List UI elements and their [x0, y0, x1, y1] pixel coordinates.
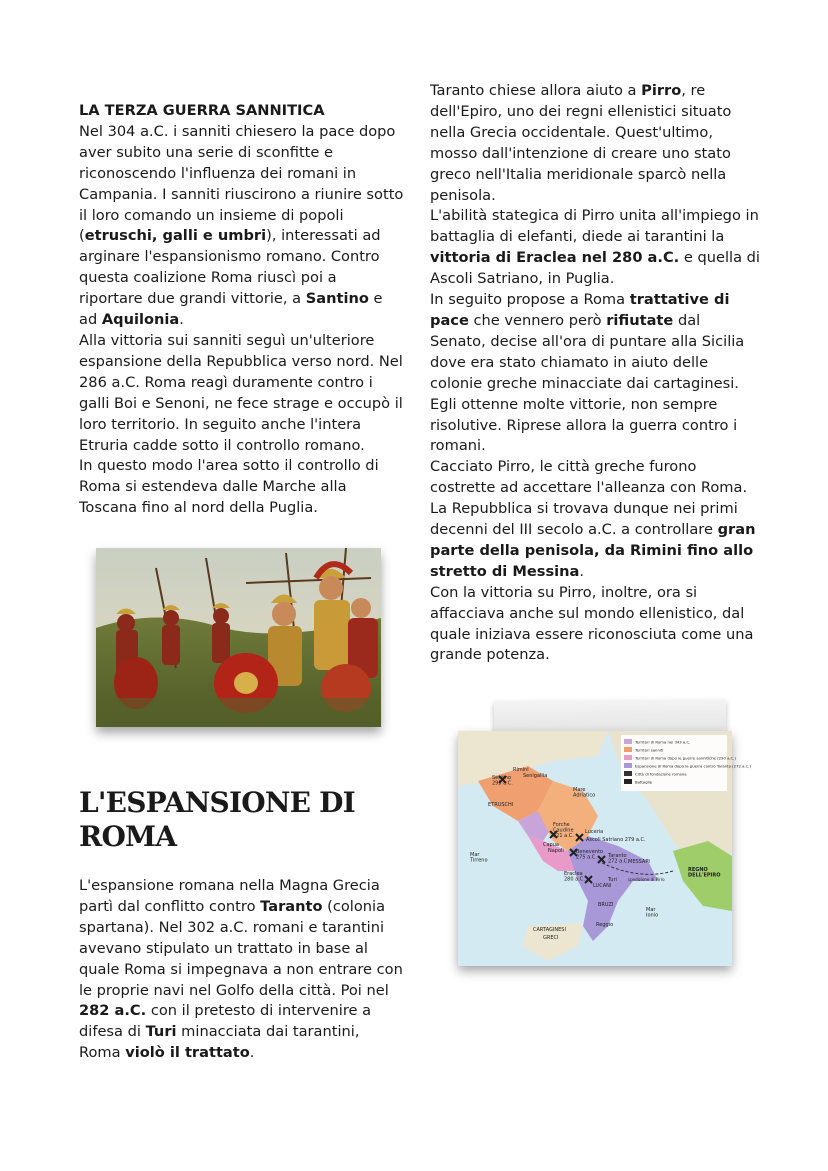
- map-label-cartaginesi: CARTAGINESI: [533, 927, 566, 933]
- map-label-spedizione: spedizione di Pirro: [628, 877, 665, 882]
- legend-label: Battaglie: [635, 779, 653, 785]
- map-label-eraclea: Eraclea 280 a.C.: [564, 871, 585, 883]
- map-label-sentinum: Sentino 295 a.C.: [492, 775, 513, 787]
- section-title-terza-guerra: LA TERZA GUERRA SANNITICA: [79, 102, 325, 119]
- right-paragraph-2: L'abilità stategica di Pirro unita all'impiego in battaglia di elefanti, diede ai tarantini la vittoria di Eraclea nel 280 a.C. e quella di Ascoli Satriano, in Puglia.: [430, 207, 760, 288]
- battle-painting-illustration: [96, 548, 381, 727]
- right-paragraph-3: In seguito propose a Roma trattative di pace che vennero però rifiutate dal Senato, decise all'ora di puntare alla Sicilia dove era stato chiamato in aiuto delle colonie greche minacciate dai cartaginesi. Egli ottenne molte vittorie, non sempre risolutive. Riprese allora la guerra contro i romani.: [430, 291, 745, 455]
- terza-guerra-section: [79, 101, 404, 519]
- map-label-lucani: LUCANI: [593, 883, 612, 889]
- map-label-bruzi: BRUZI: [598, 902, 614, 908]
- legend-label: Città di fondazione romana: [635, 771, 687, 777]
- legend-swatch: [624, 763, 632, 768]
- legend-swatch: [624, 755, 632, 760]
- map-label-caudine: Forche Caudine 321 a.C.: [553, 822, 574, 839]
- legend-swatch: [624, 739, 632, 744]
- legend-swatch: [624, 779, 632, 784]
- espansione-title: L'ESPANSIONE DI ROMA: [79, 786, 355, 853]
- legend-label: Territori sanniti: [635, 747, 664, 753]
- paragraph-3: In questo modo l'area sotto il controllo di Roma si estendeva dalle Marche alla Toscana fino al nord della Puglia.: [79, 457, 379, 517]
- italy-map-illustration: [458, 731, 751, 966]
- map-label-napoli: Napoli: [548, 848, 564, 854]
- map-label-benevento: Benevento 275 a.C.: [576, 849, 603, 861]
- italy-map: [458, 731, 751, 966]
- right-paragraph-1: Taranto chiese allora aiuto a Pirro, re dell'Epiro, uno dei regni ellenistici situato nella Grecia occidentale. Quest'ultimo, mosso dall'intenzione di creare uno stato greco nell'Italia meridionale sparcò nella penisola.: [430, 82, 732, 204]
- map-label-ionio: Mar Ionio: [646, 907, 659, 919]
- legend-label: Territori di Roma dopo le guerre sannitiche (290 a.C.): [635, 755, 736, 761]
- battle-painting: [96, 548, 381, 727]
- tape-strip: [494, 699, 726, 735]
- map-label-senigallia: Senigallia: [523, 773, 548, 779]
- espansione-paragraph: L'espansione romana nella Magna Grecia partì dal conflitto contro Taranto (colonia spartana). Nel 302 a.C. romani e tarantini avevano stipulato un trattato in base al quale Roma si impegnava a non entrare con le proprie navi nel Golfo della città. Poi nel 282 a.C. con il pretesto di intervenire a difesa di Turi minacciata dai tarantini, Roma violò il trattato.: [79, 877, 403, 1062]
- map-label-rimini: Rimini: [513, 767, 529, 773]
- paragraph-1: Nel 304 a.C. i sanniti chiesero la pace dopo aver subito una serie di sconfitte e riconoscendo l'influenza dei romani in Campania. I sanniti riuscirono a riunire sotto il loro comando un insieme di popoli (etruschi, galli e umbri), interessati ad arginare l'espansionismo romano. Contro questa coalizione Roma riuscì poi a riportare due grandi vittorie, a Santino e ad Aquilonia.: [79, 122, 404, 329]
- right-paragraph-4: Cacciato Pirro, le città greche furono costrette ad accettare l'alleanza con Roma.: [430, 458, 748, 497]
- legend-swatch: [624, 771, 632, 776]
- map-label-ascoli: Ascoli Satriano 279 a.C.: [586, 837, 646, 843]
- map-label-greci: GRECI: [543, 935, 559, 941]
- map-label-taranto: Taranto 272 a.C.: [608, 853, 629, 865]
- map-label-etruschi: ETRUSCHI: [488, 802, 514, 808]
- legend-label: Espansione di Roma dopo la guerra contro Taranto (272 a.C.): [635, 763, 751, 769]
- map-label-tirreno: Mar Tirreno: [470, 852, 488, 864]
- map-label-reggio: Reggio: [596, 922, 614, 928]
- map-label-capua: Capua: [543, 842, 559, 848]
- right-paragraph-5: La Repubblica si trovava dunque nei primi decenni del III secolo a.C. a controllare gran parte della penisola, da Rimini fino allo stretto di Messina.: [430, 500, 756, 580]
- map-label-turi: Turi: [608, 877, 617, 883]
- right-paragraph-6: Con la vittoria su Pirro, inoltre, ora si affacciava anche sul mondo ellenistico, dal quale iniziava essere riconosciuta come una grande potenza.: [430, 583, 754, 664]
- map-label-luceria: Luceria: [585, 829, 604, 835]
- legend-label: Territori di Roma nel 343 a.C.: [635, 739, 691, 745]
- legend-swatch: [624, 747, 632, 752]
- paragraph-2: Alla vittoria sui sanniti seguì un'ulteriore espansione della Repubblica verso nord. Nel 286 a.C. Roma reagì duramente contro i galli Boi e Senoni, ne fece strage e occupò il loro territorio. In seguito anche l'intera Etruria cadde sotto il controllo romano.: [79, 331, 403, 454]
- right-column-text: [430, 81, 760, 666]
- map-label-adriatico: Mare Adriatico: [573, 787, 596, 799]
- map-label-epiro: REGNO DELL'EPIRO: [688, 867, 721, 879]
- map-label-messapi: MESSAPI: [628, 859, 650, 865]
